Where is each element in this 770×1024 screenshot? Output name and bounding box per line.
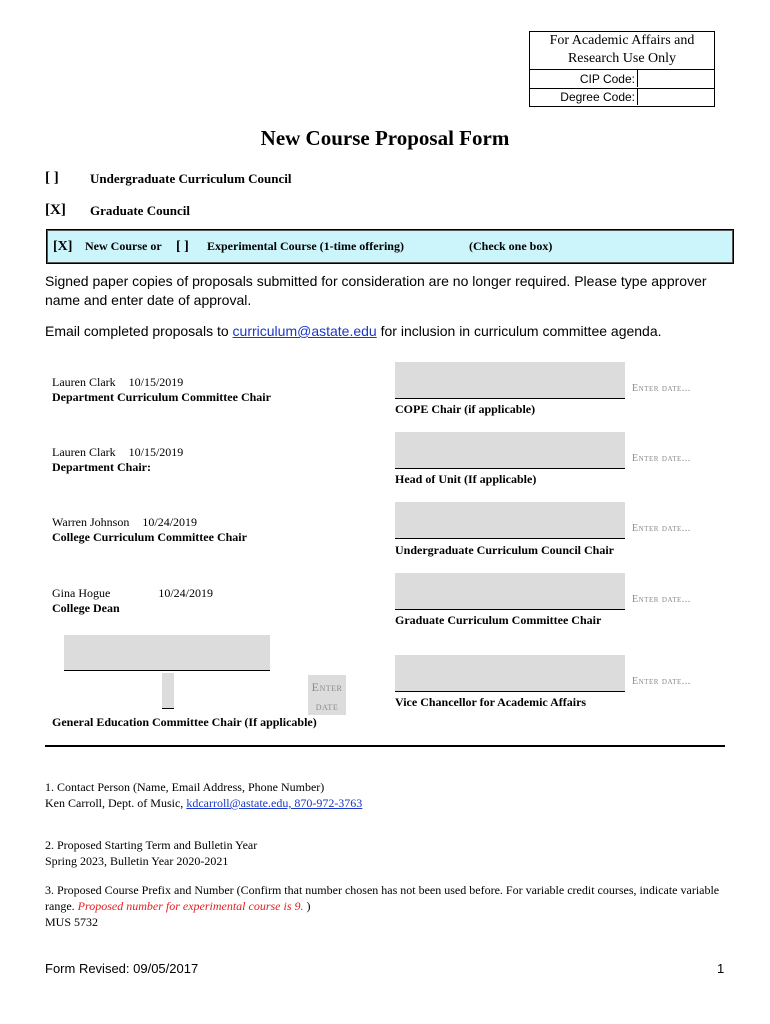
graduate-checkbox[interactable]: [X]: [45, 202, 66, 218]
signer-name: Warren Johnson: [52, 515, 130, 529]
ucc-chair-signature-field[interactable]: [395, 502, 625, 539]
college-curriculum-chair-signature: [52, 515, 382, 545]
signer-name: Lauren Clark: [52, 445, 116, 459]
dept-chair-signature: [52, 445, 382, 475]
contact-value: [45, 795, 735, 811]
gcc-chair-signature-field[interactable]: [395, 573, 625, 610]
council-undergraduate-row: [0, 170, 400, 190]
cope-chair-label: COPE Chair (if applicable): [395, 402, 536, 416]
undergraduate-checkbox[interactable]: [ ]: [45, 170, 59, 186]
council-graduate-row: [0, 202, 400, 222]
signer-name: Lauren Clark: [52, 375, 116, 389]
prefix-close: ): [303, 899, 311, 913]
gen-ed-date-line1: Enter: [311, 680, 343, 694]
page-number: 1: [717, 961, 725, 976]
new-course-label: New Course or: [85, 239, 162, 253]
cip-code-label: CIP Code:: [579, 72, 635, 86]
email-suffix: for inclusion in curriculum committee agenda.: [376, 323, 662, 339]
signer-role: College Curriculum Committee Chair: [52, 530, 247, 544]
contact-person-section: [45, 779, 735, 811]
head-of-unit-signature-field[interactable]: [395, 432, 625, 469]
use-box-title-line2: Research Use Only: [567, 51, 677, 66]
curriculum-email-link[interactable]: curriculum@astate.edu: [232, 323, 377, 339]
contact-heading: 1. Contact Person (Name, Email Address, Phone Number): [45, 780, 325, 794]
degree-code-label: Degree Code:: [560, 90, 635, 104]
term-heading: 2. Proposed Starting Term and Bulletin Year: [45, 838, 258, 852]
signer-role: Department Chair:: [52, 460, 151, 474]
use-box-title-line1: For Academic Affairs and: [549, 33, 695, 48]
college-dean-signature: [52, 586, 382, 616]
degree-code-field[interactable]: [637, 88, 715, 105]
academic-affairs-use-box: [529, 31, 715, 107]
undergraduate-council-label: Undergraduate Curriculum Council: [90, 171, 292, 186]
gen-ed-signature-field-continued[interactable]: [162, 673, 174, 709]
experimental-number-note: Proposed number for experimental course is 9.: [77, 899, 304, 913]
course-prefix-section: [45, 882, 735, 930]
gen-ed-date-placeholder: [308, 678, 346, 716]
form-revised-date: Form Revised: 09/05/2017: [45, 961, 199, 976]
signed-copies-instruction: Signed paper copies of proposals submitted for consideration are no longer required. Please type approver name and enter date of approval.: [45, 273, 707, 308]
signer-name: Gina Hogue: [52, 586, 111, 600]
vice-chancellor-date-field[interactable]: Enter date...: [632, 676, 691, 687]
check-one-hint: (Check one box): [469, 239, 553, 253]
cope-chair-date-field[interactable]: Enter date...: [632, 383, 691, 394]
prefix-heading-text: 3. Proposed Course Prefix and Number (Confirm that number chosen has not been used before. For variable credit courses, indicate variable range.: [45, 883, 720, 913]
term-value: Spring 2023, Bulletin Year 2020-2021: [45, 854, 229, 868]
vice-chancellor-label: Vice Chancellor for Academic Affairs: [395, 695, 587, 709]
cope-chair-signature-field[interactable]: [395, 362, 625, 399]
new-course-checkbox[interactable]: [X]: [53, 239, 73, 254]
signer-role: College Dean: [52, 601, 120, 615]
gen-ed-signature-field[interactable]: [64, 635, 270, 671]
head-of-unit-date-field[interactable]: Enter date...: [632, 453, 691, 464]
cip-code-field[interactable]: [637, 70, 715, 87]
gcc-chair-label: Graduate Curriculum Committee Chair: [395, 613, 602, 627]
graduate-council-label: Graduate Council: [90, 203, 191, 218]
gcc-chair-date-field[interactable]: Enter date...: [632, 594, 691, 605]
section-divider: [45, 745, 725, 747]
prefix-heading: [45, 882, 735, 914]
gen-ed-chair-label: General Education Committee Chair (If applicable): [52, 715, 317, 729]
email-instruction: [45, 322, 735, 341]
head-of-unit-label: Head of Unit (If applicable): [395, 472, 537, 486]
signer-role: Department Curriculum Committee Chair: [52, 390, 271, 404]
dept-curriculum-chair-signature: [52, 375, 382, 405]
vice-chancellor-signature-field[interactable]: [395, 655, 625, 692]
prefix-value: MUS 5732: [45, 915, 99, 929]
signature-date: 10/24/2019: [158, 586, 213, 600]
contact-email-link[interactable]: kdcarroll@astate.edu, 870-972-3763: [186, 796, 363, 810]
gen-ed-signature-underline: [162, 708, 174, 709]
cip-code-row: [530, 70, 714, 89]
signature-date: 10/15/2019: [128, 375, 184, 389]
gen-ed-date-line2: date: [315, 699, 339, 713]
ucc-chair-date-field[interactable]: Enter date...: [632, 523, 691, 534]
signature-date: 10/24/2019: [142, 515, 198, 529]
use-box-title: [530, 32, 714, 70]
page-title: New Course Proposal Form: [260, 126, 510, 150]
experimental-course-checkbox[interactable]: [ ]: [176, 239, 189, 254]
experimental-course-label: Experimental Course (1-time offering): [207, 239, 404, 253]
signature-date: 10/15/2019: [128, 445, 184, 459]
contact-prefix: Ken Carroll, Dept. of Music,: [45, 796, 187, 810]
email-prefix: Email completed proposals to: [45, 323, 233, 339]
degree-code-row: [530, 88, 714, 106]
course-type-box: [46, 229, 734, 264]
ucc-chair-label: Undergraduate Curriculum Council Chair: [395, 543, 614, 557]
starting-term-section: [45, 837, 735, 869]
